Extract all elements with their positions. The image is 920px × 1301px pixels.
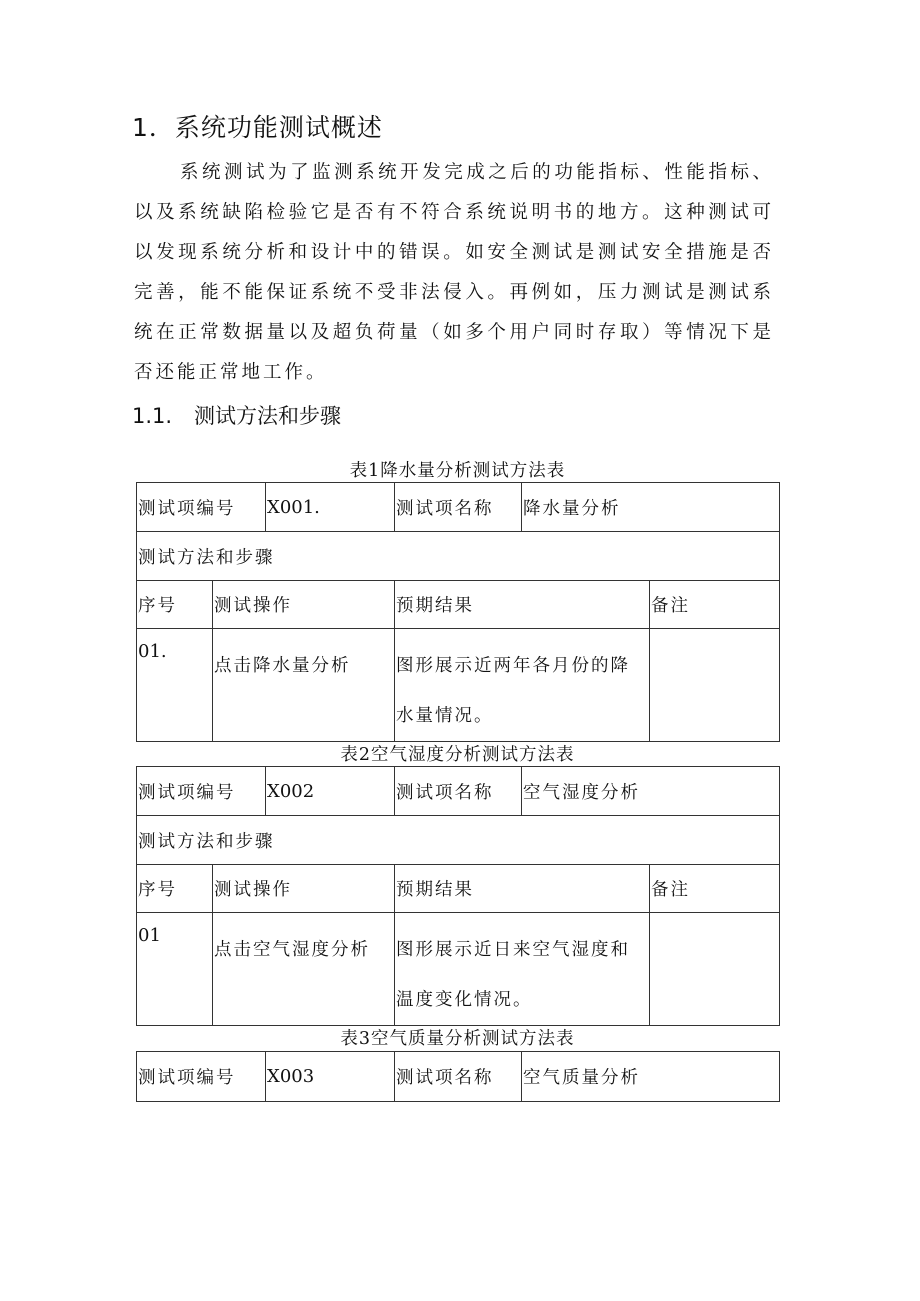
cell-expected: 图形展示近日来空气湿度和温度变化情况。	[395, 913, 650, 1026]
header-seq: 序号	[137, 581, 213, 629]
item-id-value: X001.	[266, 483, 395, 532]
cell-operation: 点击降水量分析	[213, 629, 395, 742]
section-heading: 1．系统功能测试概述	[132, 113, 383, 142]
item-id-value: X002	[266, 767, 395, 816]
label-item-id: 测试项编号	[137, 1052, 266, 1102]
label-item-name: 测试项名称	[395, 483, 522, 532]
cell-remark	[650, 913, 780, 1026]
label-method: 测试方法和步骤	[137, 816, 780, 865]
header-remark: 备注	[650, 581, 780, 629]
cell-seq: 01.	[137, 629, 213, 742]
header-operation: 测试操作	[213, 581, 395, 629]
table-caption: 表3空气质量分析测试方法表	[340, 1029, 575, 1049]
cell-remark	[650, 629, 780, 742]
label-method: 测试方法和步骤	[137, 532, 780, 581]
subsection-number: 1.1.	[132, 404, 173, 428]
label-item-name: 测试项名称	[395, 767, 522, 816]
test-table-3	[136, 1051, 780, 1102]
cell-expected: 图形展示近两年各月份的降水量情况。	[395, 629, 650, 742]
header-expected: 预期结果	[395, 581, 650, 629]
test-table-1	[136, 482, 780, 742]
header-remark: 备注	[650, 865, 780, 913]
test-table-2	[136, 766, 780, 1026]
label-item-id: 测试项编号	[137, 483, 266, 532]
table-caption: 表1降水量分析测试方法表	[349, 461, 566, 481]
item-name-value: 空气湿度分析	[522, 767, 780, 816]
table-caption: 表2空气湿度分析测试方法表	[340, 745, 575, 765]
label-item-id: 测试项编号	[137, 767, 266, 816]
cell-seq: 01	[137, 913, 213, 1026]
header-expected: 预期结果	[395, 865, 650, 913]
item-name-value: 空气质量分析	[522, 1052, 780, 1102]
label-item-name: 测试项名称	[395, 1052, 522, 1102]
overview-paragraph: 系统测试为了监测系统开发完成之后的功能指标、性能指标、以及系统缺陷检验它是否有不符合系统说明书的地方。这种测试可以发现系统分析和设计中的错误。如安全测试是测试安全措施是否完善，能不能保证系统不受非法侵入。再例如，压力测试是测试系统在正常数据量以及超负荷量（如多个用户同时存取）等情况下是否还能正常地工作。	[134, 162, 774, 383]
header-operation: 测试操作	[213, 865, 395, 913]
item-id-value: X003	[266, 1052, 395, 1102]
subsection-heading	[132, 400, 341, 430]
subsection-title: 测试方法和步骤	[194, 404, 341, 428]
cell-operation: 点击空气湿度分析	[213, 913, 395, 1026]
item-name-value: 降水量分析	[522, 483, 780, 532]
header-seq: 序号	[137, 865, 213, 913]
